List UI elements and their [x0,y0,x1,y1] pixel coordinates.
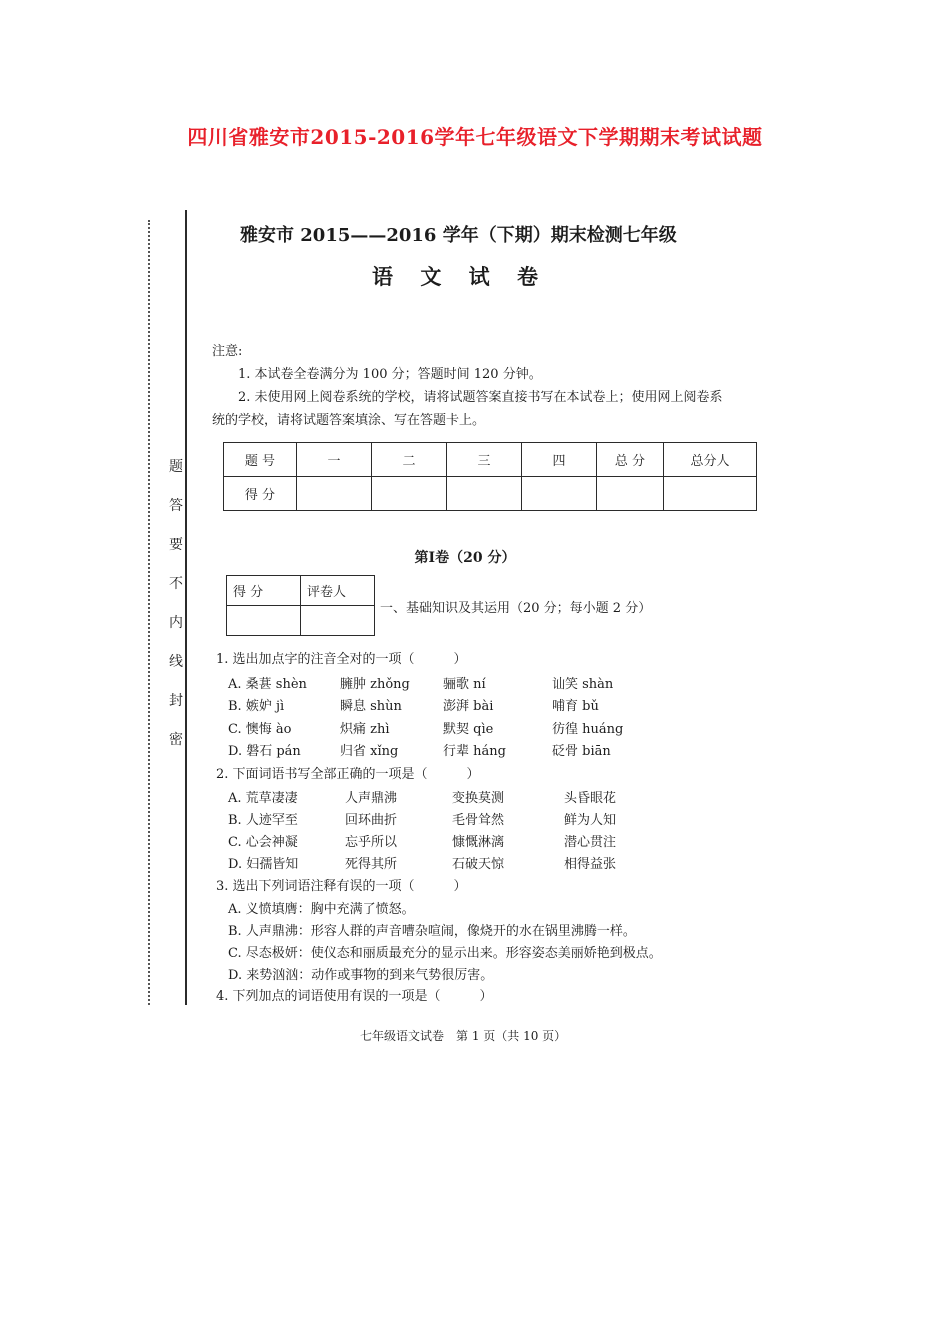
q3-option-c: C. 尽态极妍：使仪态和丽质最充分的显示出来。形容姿态美丽娇艳到极点。 [228,946,662,961]
score-table-score-row [224,477,757,511]
score-header-cell: 三 [447,443,522,477]
q1-option-d-word: 归省 xǐng [340,744,399,759]
part-title: 第Ⅰ卷（20 分） [414,550,516,566]
seal-char: 线 [169,654,183,670]
grade-label: 得 分 [227,576,301,606]
score-input-cell[interactable] [372,477,447,511]
q2-option-a-word: 人声鼎沸 [345,791,398,806]
seal-line-text [166,460,186,772]
q1-option-d-word: 砭骨 biān [552,744,611,759]
q2-option-d: D. 妇孺皆知 [228,857,299,872]
q1-option-c-word: 炽痛 zhì [340,722,390,737]
document-title: 四川省雅安市2015-2016学年七年级语文下学期期末考试试题 [187,125,763,149]
q2-option-b-word: 鲜为人知 [564,813,617,828]
notice-line: 1. 本试卷全卷满分为 100 分；答题时间 120 分钟。 [238,367,542,382]
exam-title: 雅安市 2015——2016 学年（下期）期末检测七年级 [240,225,677,246]
question-3: 3. 选出下列词语注释有误的一项（ ） [216,879,467,894]
score-row-label: 得 分 [224,477,297,511]
q2-option-c: C. 心会神凝 [228,835,298,850]
q2-option-a: A. 荒草凄凄 [228,791,298,806]
score-header-cell: 四 [522,443,597,477]
grader-label: 评卷人 [301,576,375,606]
score-input-cell[interactable] [597,477,664,511]
seal-char: 封 [169,693,183,709]
seal-char: 密 [169,732,183,748]
seal-char: 不 [169,576,183,592]
score-input-cell[interactable] [297,477,372,511]
score-header-cell: 二 [372,443,447,477]
q3-option-a: A. 义愤填膺：胸中充满了愤怒。 [228,902,415,917]
grade-table [226,575,375,636]
exam-page-scan [140,205,780,1045]
cut-line-dotted [148,220,150,1005]
q1-option-b-word: 哺育 bǔ [552,699,599,714]
seal-char: 内 [169,615,183,631]
q1-option-d: D. 磐石 pán [228,744,301,759]
grade-input-cell[interactable] [227,606,301,636]
score-table [223,442,757,511]
q2-option-d-word: 相得益张 [564,857,617,872]
q2-option-d-word: 死得其所 [345,857,398,872]
q2-option-c-word: 慷慨淋漓 [452,835,505,850]
q2-option-a-word: 头昏眼花 [564,791,617,806]
seal-char: 题 [169,459,183,475]
score-header-cell: 题 号 [224,443,297,477]
q2-option-c-word: 潜心贯注 [564,835,617,850]
q1-option-c-word: 默契 qìe [443,722,494,737]
q1-option-b-word: 澎湃 bài [443,699,494,714]
q1-option-c: C. 懊悔 ào [228,722,292,737]
score-header-cell: 一 [297,443,372,477]
score-header-cell: 总 分 [597,443,664,477]
q2-option-b: B. 人迹罕至 [228,813,298,828]
q3-option-d: D. 来势汹汹：动作或事物的到来气势很厉害。 [228,968,494,983]
score-header-cell: 总分人 [664,443,757,477]
exam-subtitle: 语 文 试 卷 [372,264,548,289]
q2-option-c-word: 忘乎所以 [345,835,398,850]
q1-option-a-word: 讪笑 shàn [552,677,614,692]
q3-option-b: B. 人声鼎沸：形容人群的声音嘈杂喧闹，像烧开的水在锅里沸腾一样。 [228,924,636,939]
score-input-cell[interactable] [447,477,522,511]
notice-label: 注意: [212,344,243,359]
q1-option-b: B. 嫉妒 jì [228,699,285,714]
q1-option-c-word: 彷徨 huáng [552,722,624,737]
score-input-cell[interactable] [522,477,597,511]
question-4: 4. 下列加点的词语使用有误的一项是（ ） [216,989,493,1004]
grader-input-cell[interactable] [301,606,375,636]
page-footer: 七年级语文试卷 第 1 页（共 10 页） [360,1029,567,1043]
section-title: 一、基础知识及其运用（20 分；每小题 2 分） [380,601,652,616]
q1-option-a: A. 桑葚 shèn [228,677,307,692]
question-1: 1. 选出加点字的注音全对的一项（ ） [216,652,467,667]
q2-option-b-word: 回环曲折 [345,813,398,828]
seal-char: 要 [169,537,183,553]
notice-line: 2. 未使用网上阅卷系统的学校，请将试题答案直接书写在本试卷上；使用网上阅卷系 [238,390,723,405]
q1-option-b-word: 瞬息 shùn [340,699,402,714]
score-table-header-row [224,443,757,477]
q2-option-b-word: 毛骨耸然 [452,813,505,828]
score-input-cell[interactable] [664,477,757,511]
q2-option-a-word: 变换莫测 [452,791,505,806]
q1-option-d-word: 行辈 háng [443,744,506,759]
q1-option-a-word: 臃肿 zhǒng [340,677,410,692]
notice-line: 统的学校，请将试题答案填涂、写在答题卡上。 [212,413,486,428]
seal-char: 答 [169,498,183,514]
q1-option-a-word: 骊歌 ní [443,677,486,692]
question-2: 2. 下面词语书写全部正确的一项是（ ） [216,767,480,782]
q2-option-d-word: 石破天惊 [452,857,505,872]
